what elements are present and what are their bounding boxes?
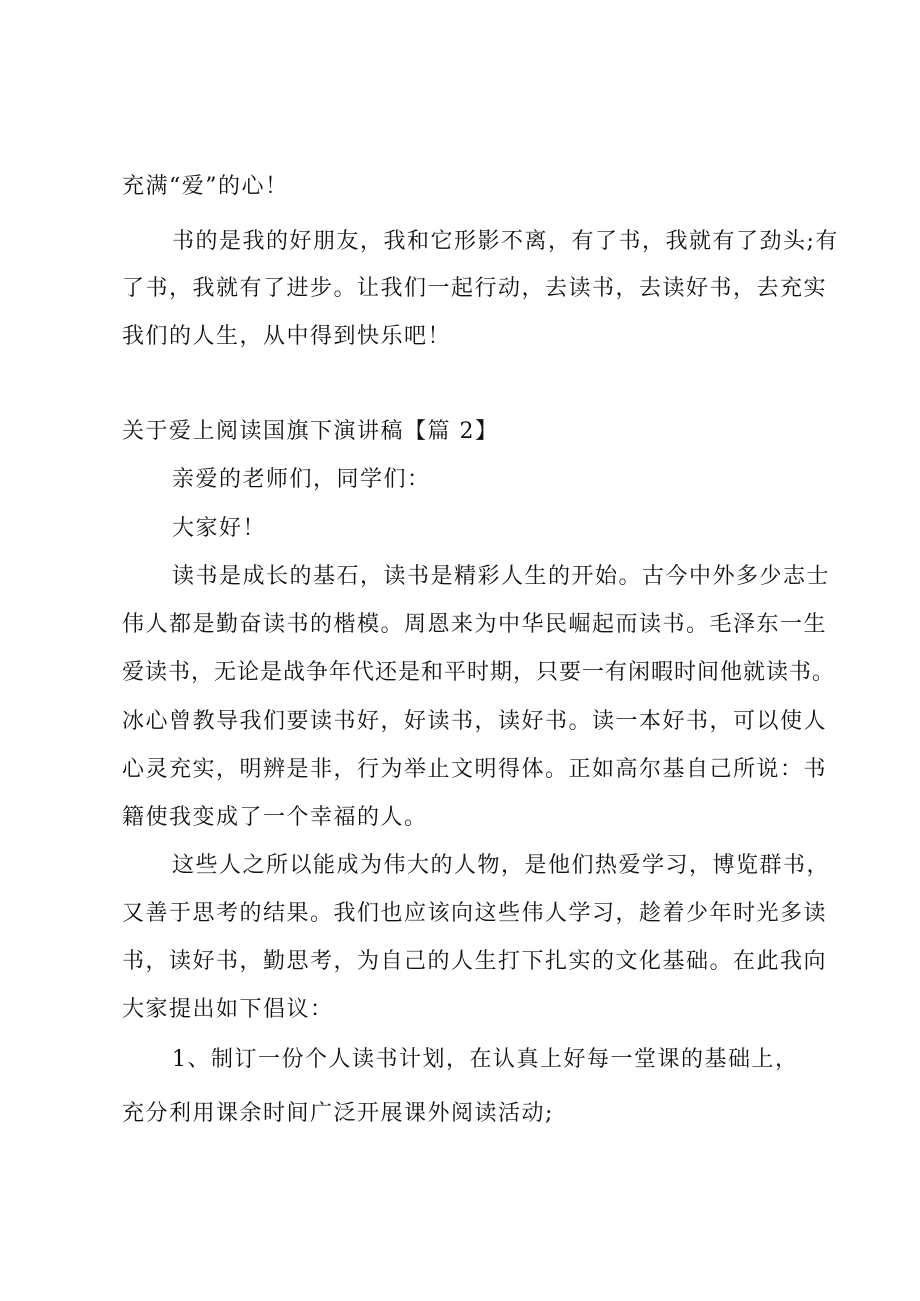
salutation: 亲爱的老师们，同学们： [172,467,431,492]
paragraph-text: 籍使我变成了一个幸福的人。 [122,805,428,830]
paragraph-text: 书，读好书，勤思考，为自己的人生打下扎实的文化基础。在此我向 [122,949,828,974]
paragraph-text: 书的是我的好朋友，我和它形影不离，有了书，我就有了劲头;有 [172,229,839,254]
list-item-text: 1、制订一份个人读书计划，在认真上好每一堂课的基础上， [172,1047,799,1072]
paragraph-text: 冰心曾教导我们要读书好，好读书，读好书。读一本好书，可以使人 [122,709,828,734]
paragraph-text: 又善于思考的结果。我们也应该向这些伟人学习，趁着少年时光多读 [122,901,828,926]
paragraph-text: 伟人都是勤奋读书的楷模。周恩来为中华民崛起而读书。毛泽东一生 [122,612,828,637]
paragraph-text: 了书，我就有了进步。让我们一起行动，去读书，去读好书，去充实 [122,276,828,301]
paragraph-text: 读书是成长的基石，读书是精彩人生的开始。古今中外多少志士 [172,564,831,589]
paragraph-text: 这些人之所以能成为伟大的人物，是他们热爱学习，博览群书， [172,853,831,878]
text-line: 充满“爱”的心！ [122,174,289,199]
paragraph-text: 我们的人生，从中得到快乐吧！ [122,324,452,349]
paragraph-text: 爱读书，无论是战争年代还是和平时期，只要一有闲暇时间他就读书。 [122,660,836,685]
greeting: 大家好！ [172,516,267,541]
paragraph-text: 心灵充实，明辨是非，行为举止文明得体。正如高尔基自己所说：书 [122,757,828,782]
section-heading: 关于爱上阅读国旗下演讲稿【篇 2】 [122,419,499,444]
paragraph-text: 大家提出如下倡议： [122,997,334,1022]
list-item-text: 充分利用课余时间广泛开展课外阅读活动; [122,1101,554,1126]
